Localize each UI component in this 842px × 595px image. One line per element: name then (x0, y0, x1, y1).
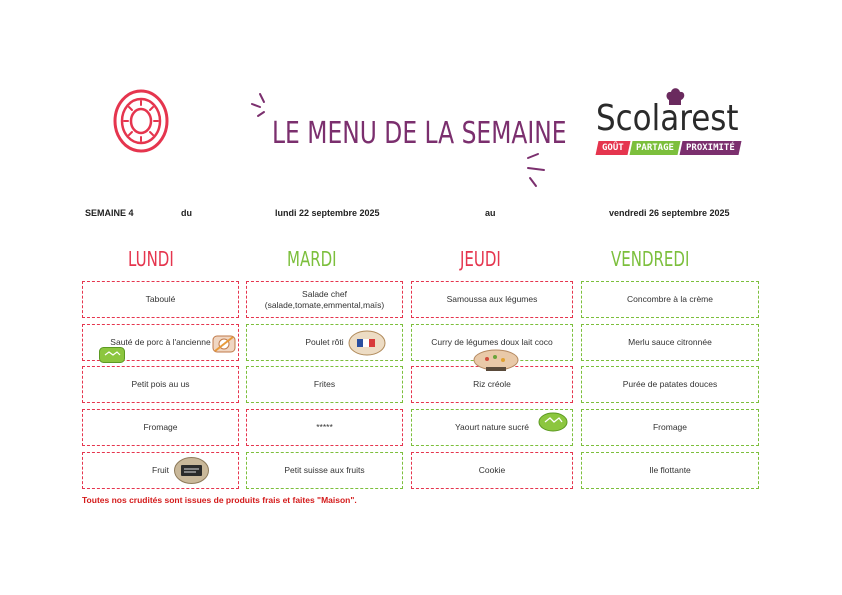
tagline-item: GOÛT (596, 141, 631, 155)
menu-item-vendredi: Ile flottante (581, 452, 759, 489)
menu-item-jeudi: Riz créole (411, 366, 573, 403)
organic-label-icon (99, 347, 125, 363)
week-end-date: vendredi 26 septembre 2025 (609, 208, 730, 218)
day-header-mardi: MARDI (287, 247, 337, 271)
menu-item-lundi: Sauté de porc à l'ancienne (82, 324, 239, 361)
menu-item-mardi: Frites (246, 366, 403, 403)
menu-item-lundi: Taboulé (82, 281, 239, 318)
menu-item-jeudi: Curry de légumes doux lait coco (411, 324, 573, 361)
menu-item-text: Salade chef (302, 288, 347, 299)
burst-decoration-icon (524, 152, 548, 188)
page-title: LE MENU DE LA SEMAINE (272, 116, 567, 151)
week-label: SEMAINE 4 (85, 208, 134, 218)
menu-item-jeudi: Yaourt nature sucré (411, 409, 573, 446)
pork-origin-icon (212, 333, 236, 355)
burst-decoration-icon (250, 92, 274, 120)
day-header-vendredi: VENDREDI (611, 247, 690, 271)
menu-item-lundi: Fruit (82, 452, 239, 489)
menu-item-detail: (salade,tomate,emmental,maïs) (264, 299, 385, 310)
day-header-jeudi: JEUDI (460, 247, 501, 271)
tagline-item: PROXIMITÉ (679, 141, 741, 155)
menu-item-vendredi: Fromage (581, 409, 759, 446)
menu-item-mardi: ***** (246, 409, 403, 446)
menu-item-lundi: Fromage (82, 409, 239, 446)
menu-item-mardi: Petit suisse aux fruits (246, 452, 403, 489)
french-poultry-label-icon (348, 330, 386, 356)
local-product-label-icon (174, 457, 209, 484)
tagline-item: PARTAGE (629, 141, 680, 155)
plate-logo-icon (112, 88, 170, 154)
brand-logo: Scolarest (596, 98, 739, 139)
menu-item-mardi: Poulet rôti (246, 324, 403, 361)
menu-item-lundi: Petit pois au us (82, 366, 239, 403)
menu-item-mardi (246, 281, 403, 318)
day-header-lundi: LUNDI (128, 247, 174, 271)
menu-item-vendredi: Merlu sauce citronnée (581, 324, 759, 361)
week-from-word: du (181, 208, 192, 218)
menu-item-vendredi: Purée de patates douces (581, 366, 759, 403)
organic-label-icon (538, 412, 568, 432)
vegetarian-label-icon (473, 349, 519, 373)
menu-item-jeudi: Samoussa aux légumes (411, 281, 573, 318)
footnote: Toutes nos crudités sont issues de produits frais et faites "Maison". (82, 495, 357, 505)
brand-tagline (597, 141, 739, 155)
week-start-date: lundi 22 septembre 2025 (275, 208, 380, 218)
menu-item-jeudi: Cookie (411, 452, 573, 489)
menu-item-vendredi: Concombre à la crème (581, 281, 759, 318)
week-to-word: au (485, 208, 496, 218)
